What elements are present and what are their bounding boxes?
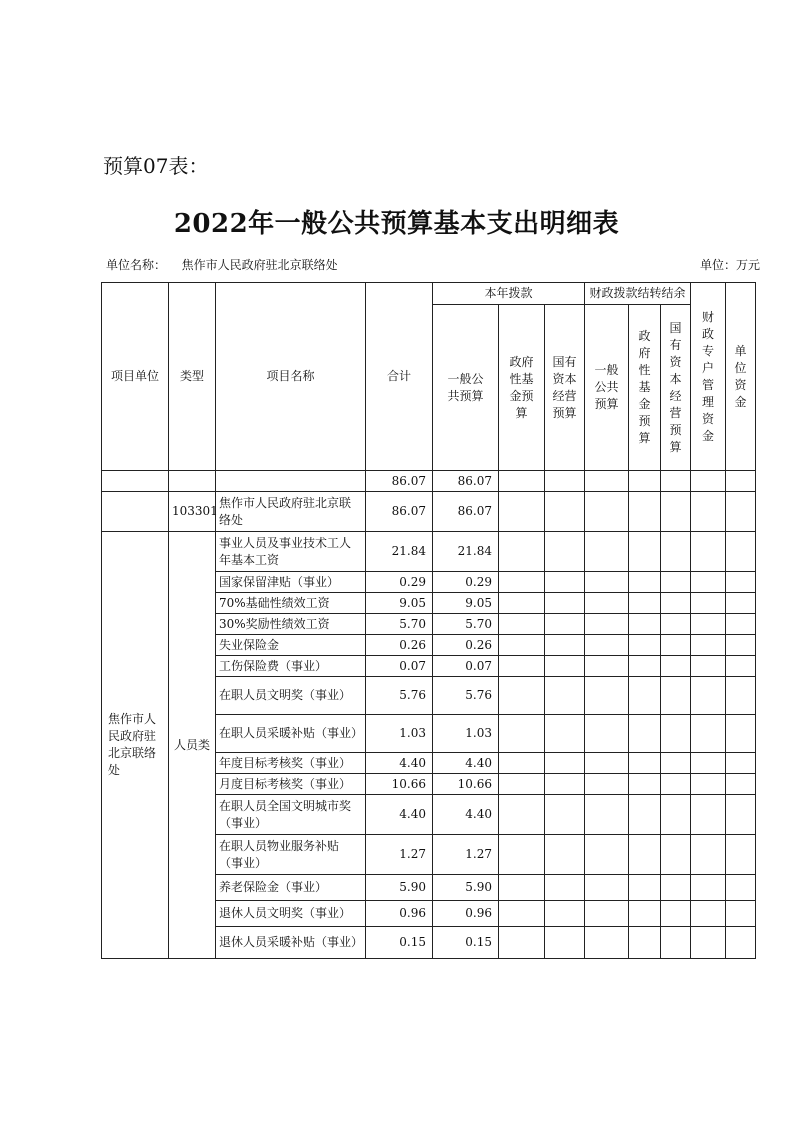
cell-total: 0.29 — [366, 572, 433, 593]
cell-name: 在职人员采暖补贴（事业） — [216, 715, 366, 753]
cell-general: 21.84 — [433, 532, 499, 572]
cell-name: 退休人员采暖补贴（事业） — [216, 927, 366, 959]
header-current-year: 本年拨款 — [433, 283, 585, 305]
cell-name — [216, 471, 366, 492]
cell-total: 5.90 — [366, 875, 433, 901]
header-general-public: 一般公共预算 — [433, 305, 499, 471]
cell-general: 0.15 — [433, 927, 499, 959]
cell-total: 0.15 — [366, 927, 433, 959]
cell-general: 1.27 — [433, 835, 499, 875]
cell-name: 70%基础性绩效工资 — [216, 593, 366, 614]
cell-name: 在职人员全国文明城市奖（事业） — [216, 795, 366, 835]
cell-total: 1.03 — [366, 715, 433, 753]
table-row — [102, 532, 756, 572]
cell-group-unit: 焦作市人民政府驻北京联络处 — [102, 532, 169, 959]
cell-total: 0.26 — [366, 635, 433, 656]
cell-total: 5.76 — [366, 677, 433, 715]
header-state-capital: 国有资本经营预算 — [545, 305, 585, 471]
cell-general: 0.29 — [433, 572, 499, 593]
header-gov-fund: 政府性基金预算 — [499, 305, 545, 471]
cell-name: 月度目标考核奖（事业） — [216, 774, 366, 795]
cell-name: 年度目标考核奖（事业） — [216, 753, 366, 774]
page-title: 2022年一般公共预算基本支出明细表 — [173, 209, 620, 239]
cell-total: 86.07 — [366, 471, 433, 492]
header-co-state-capital: 国有资本经营预算 — [661, 305, 691, 471]
cell-name: 工伤保险费（事业） — [216, 656, 366, 677]
header-total: 合计 — [366, 283, 433, 471]
cell-general: 0.07 — [433, 656, 499, 677]
cell-total: 10.66 — [366, 774, 433, 795]
unit-name-label: 单位名称： — [106, 258, 167, 272]
cell-type — [169, 471, 216, 492]
cell-unit — [102, 471, 169, 492]
header-co-general-public: 一般公共预算 — [585, 305, 629, 471]
cell-name: 30%奖励性绩效工资 — [216, 614, 366, 635]
cell-general: 5.90 — [433, 875, 499, 901]
header-special-account: 财政专户管理资金 — [691, 283, 726, 471]
cell-type: 103301 — [169, 492, 216, 532]
cell-name: 在职人员物业服务补贴（事业） — [216, 835, 366, 875]
cell-general: 86.07 — [433, 471, 499, 492]
cell-group-type: 人员类 — [169, 532, 216, 959]
header-unit-funds: 单位资金 — [726, 283, 756, 471]
cell-name: 事业人员及事业技术工人年基本工资 — [216, 532, 366, 572]
cell-unit — [102, 492, 169, 532]
cell-total: 86.07 — [366, 492, 433, 532]
unit-name-value: 焦作市人民政府驻北京联络处 — [181, 258, 338, 272]
cell-general: 1.03 — [433, 715, 499, 753]
cell-general: 5.76 — [433, 677, 499, 715]
cell-total: 1.27 — [366, 835, 433, 875]
cell-total: 0.96 — [366, 901, 433, 927]
cell-total: 5.70 — [366, 614, 433, 635]
cell-name: 退休人员文明奖（事业） — [216, 901, 366, 927]
cell-general: 0.26 — [433, 635, 499, 656]
cell-name: 国家保留津贴（事业） — [216, 572, 366, 593]
header-co-gov-fund: 政府性基金预算 — [629, 305, 661, 471]
cell-total: 0.07 — [366, 656, 433, 677]
table-row — [102, 492, 756, 532]
cell-name: 养老保险金（事业） — [216, 875, 366, 901]
cell-total: 4.40 — [366, 795, 433, 835]
cell-general: 10.66 — [433, 774, 499, 795]
budget-table — [101, 282, 756, 959]
cell-name: 焦作市人民政府驻北京联络处 — [216, 492, 366, 532]
cell-total: 9.05 — [366, 593, 433, 614]
cell-general: 86.07 — [433, 492, 499, 532]
unit-measure: 单位：万元 — [700, 258, 761, 272]
cell-general: 9.05 — [433, 593, 499, 614]
cell-total: 4.40 — [366, 753, 433, 774]
cell-general: 4.40 — [433, 753, 499, 774]
cell-name: 失业保险金 — [216, 635, 366, 656]
unit-name-line — [106, 256, 338, 273]
form-label: 预算07表： — [103, 154, 209, 178]
header-item-name: 项目名称 — [216, 283, 366, 471]
cell-general: 4.40 — [433, 795, 499, 835]
header-carryover: 财政拨款结转结余 — [585, 283, 691, 305]
table-row — [102, 471, 756, 492]
cell-name: 在职人员文明奖（事业） — [216, 677, 366, 715]
cell-total: 21.84 — [366, 532, 433, 572]
header-type: 类型 — [169, 283, 216, 471]
cell-general: 0.96 — [433, 901, 499, 927]
cell-general: 5.70 — [433, 614, 499, 635]
header-project-unit: 项目单位 — [102, 283, 169, 471]
